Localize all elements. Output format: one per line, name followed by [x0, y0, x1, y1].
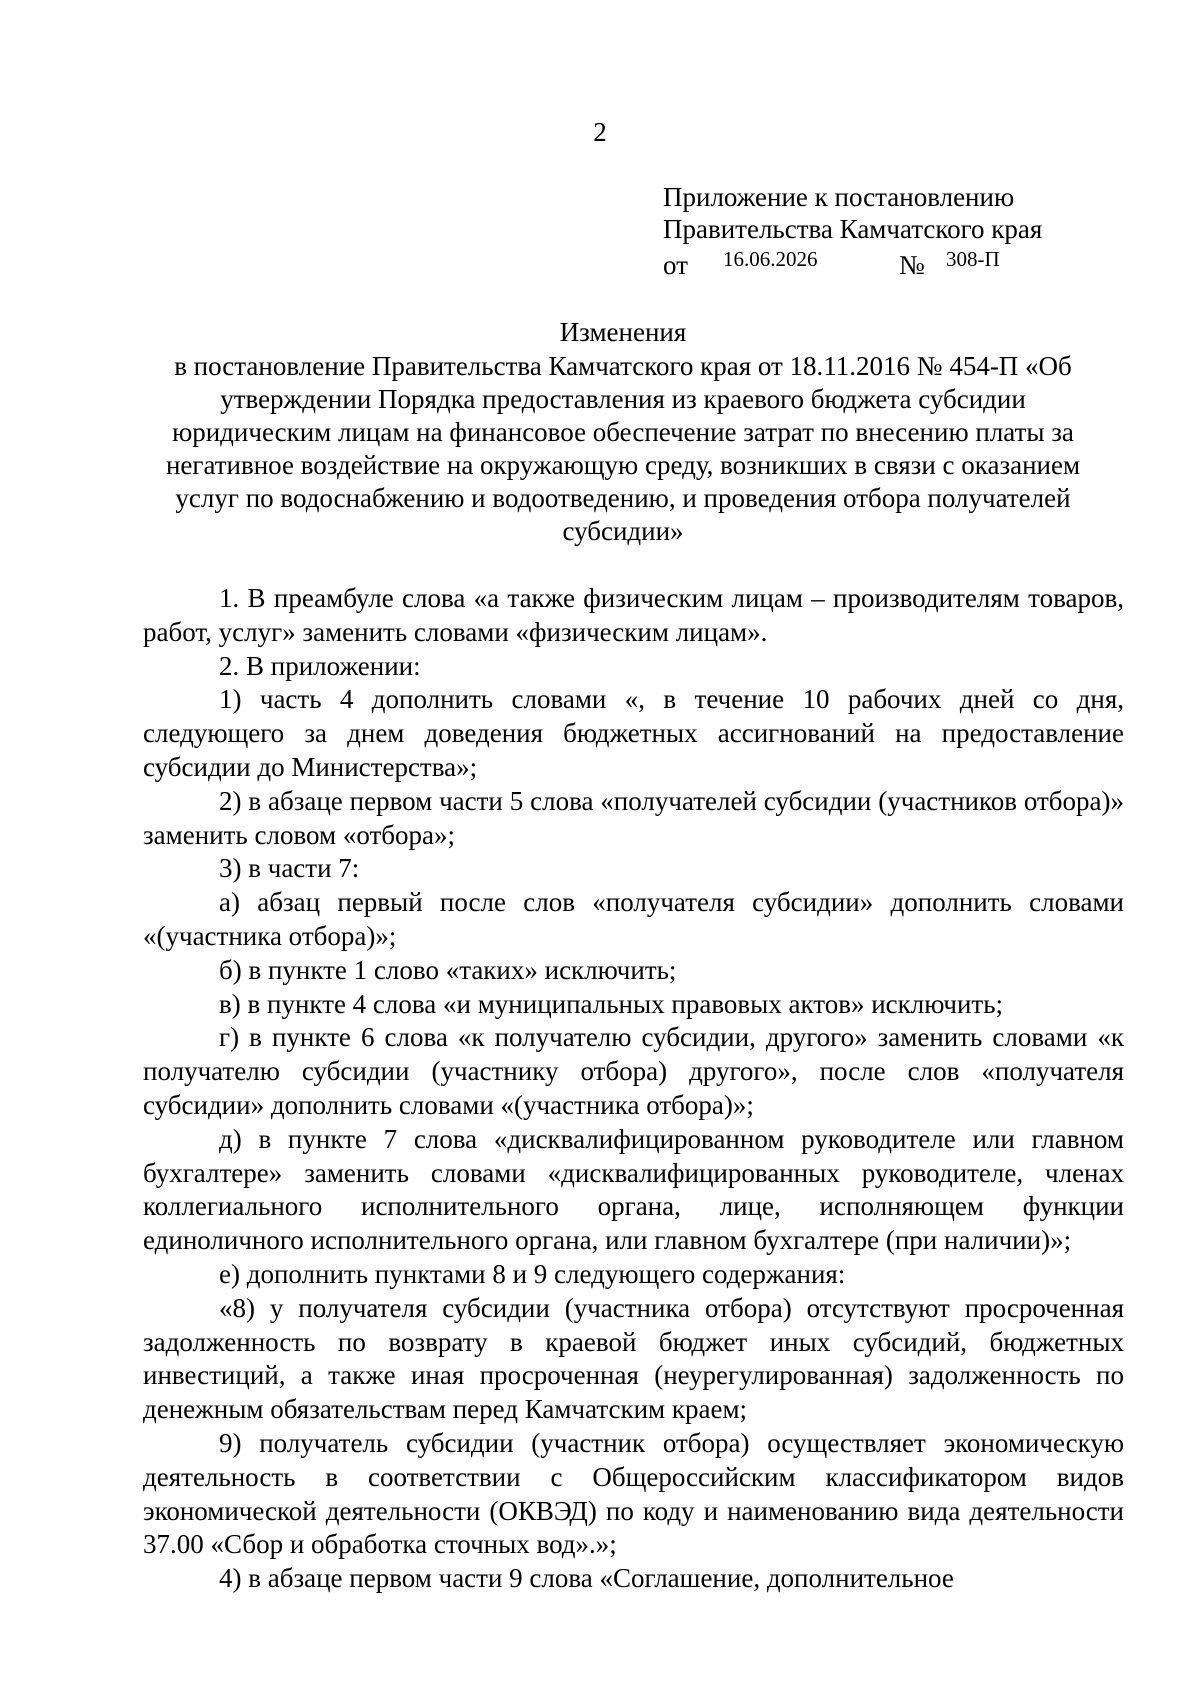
title-subtitle: в постановление Правительства Камчатского края от 18.11.2016 № 454-П «Об утверждении Порядка предоставления из краевого бюджета субсидии юридическим лицам на финансовое обеспечение затрат по внесению платы за негативное воздействие на окружающую среду, возникших в связи с оказанием услуг по водоснабжению и водоотведению, и проведения отбора получателей субсидии»	[165, 351, 1081, 546]
appendix-header	[663, 181, 1042, 279]
number-label: №	[899, 250, 925, 280]
paragraph: д) в пункте 7 слова «дисквалифицированном руководителе или главном бухгалтере» заменить словами «дисквалифицированных руководителе, членах коллегиального исполнительного органа, лице, исполняющем функции единоличного исполнительного органа, или главном бухгалтере (при наличии)»;	[143, 1123, 1124, 1256]
appendix-line-1: Приложение к постановлению	[663, 182, 1015, 212]
decree-number: 308-П	[946, 247, 1000, 271]
paragraph: 2) в абзаце первом части 5 слова «получателей субсидии (участников отбора)» заменить словом «отбора»;	[143, 785, 1124, 850]
paragraph: б) в пункте 1 слово «таких» исключить;	[219, 954, 677, 985]
decree-date: 16.06.2026	[723, 247, 818, 271]
paragraph: 3) в части 7:	[219, 853, 360, 884]
appendix-date-line	[663, 245, 1042, 279]
paragraph: г) в пункте 6 слова «к получателю субсидии, другого» заменить словами «к получателю субсидии (участнику отбора) другого», после слов «получателя субсидии» дополнить словами «(участника отбора)»;	[143, 1022, 1124, 1120]
date-from-label: от	[663, 250, 688, 280]
appendix-line-2: Правительства Камчатского края	[663, 214, 1043, 244]
paragraph: 1) часть 4 дополнить словами «, в течение 10 рабочих дней со дня, следующего за днем доведения бюджетных ассигнований на предоставление субсидии до Министерства»;	[143, 684, 1124, 782]
paragraph: 4) в абзаце первом части 9 слова «Соглашение, дополнительное	[219, 1563, 954, 1594]
paragraph: в) в пункте 4 слова «и муниципальных правовых актов» исключить;	[219, 988, 1004, 1019]
document-body	[143, 582, 1124, 1596]
document-title	[143, 316, 1103, 548]
paragraph: «8) у получателя субсидии (участника отбора) отсутствуют просроченная задолженность по возврату в краевой бюджет иных субсидий, бюджетных инвестиций, а также иная просроченная (неурегулированная) задолженность по денежным обязательствам перед Камчатским краем;	[143, 1292, 1124, 1425]
page-number: 2	[593, 117, 607, 147]
paragraph: 9) получатель субсидии (участник отбора) осуществляет экономическую деятельность в соответствии с Общероссийским классификатором видов экономической деятельности (ОКВЭД) по коду и наименованию вида деятельности 37.00 «Сбор и обработка сточных вод».»;	[143, 1427, 1124, 1560]
paragraph: 2. В приложении:	[219, 650, 421, 681]
title-heading: Изменения	[559, 317, 687, 347]
paragraph: е) дополнить пунктами 8 и 9 следующего содержания:	[219, 1258, 846, 1289]
paragraph: а) абзац первый после слов «получателя субсидии» дополнить словами «(участника отбора)»;	[143, 887, 1124, 951]
paragraph: 1. В преамбуле слова «а также физическим лицам – производителям товаров, работ, услуг» заменить словами «физическим лицам».	[143, 583, 1124, 647]
